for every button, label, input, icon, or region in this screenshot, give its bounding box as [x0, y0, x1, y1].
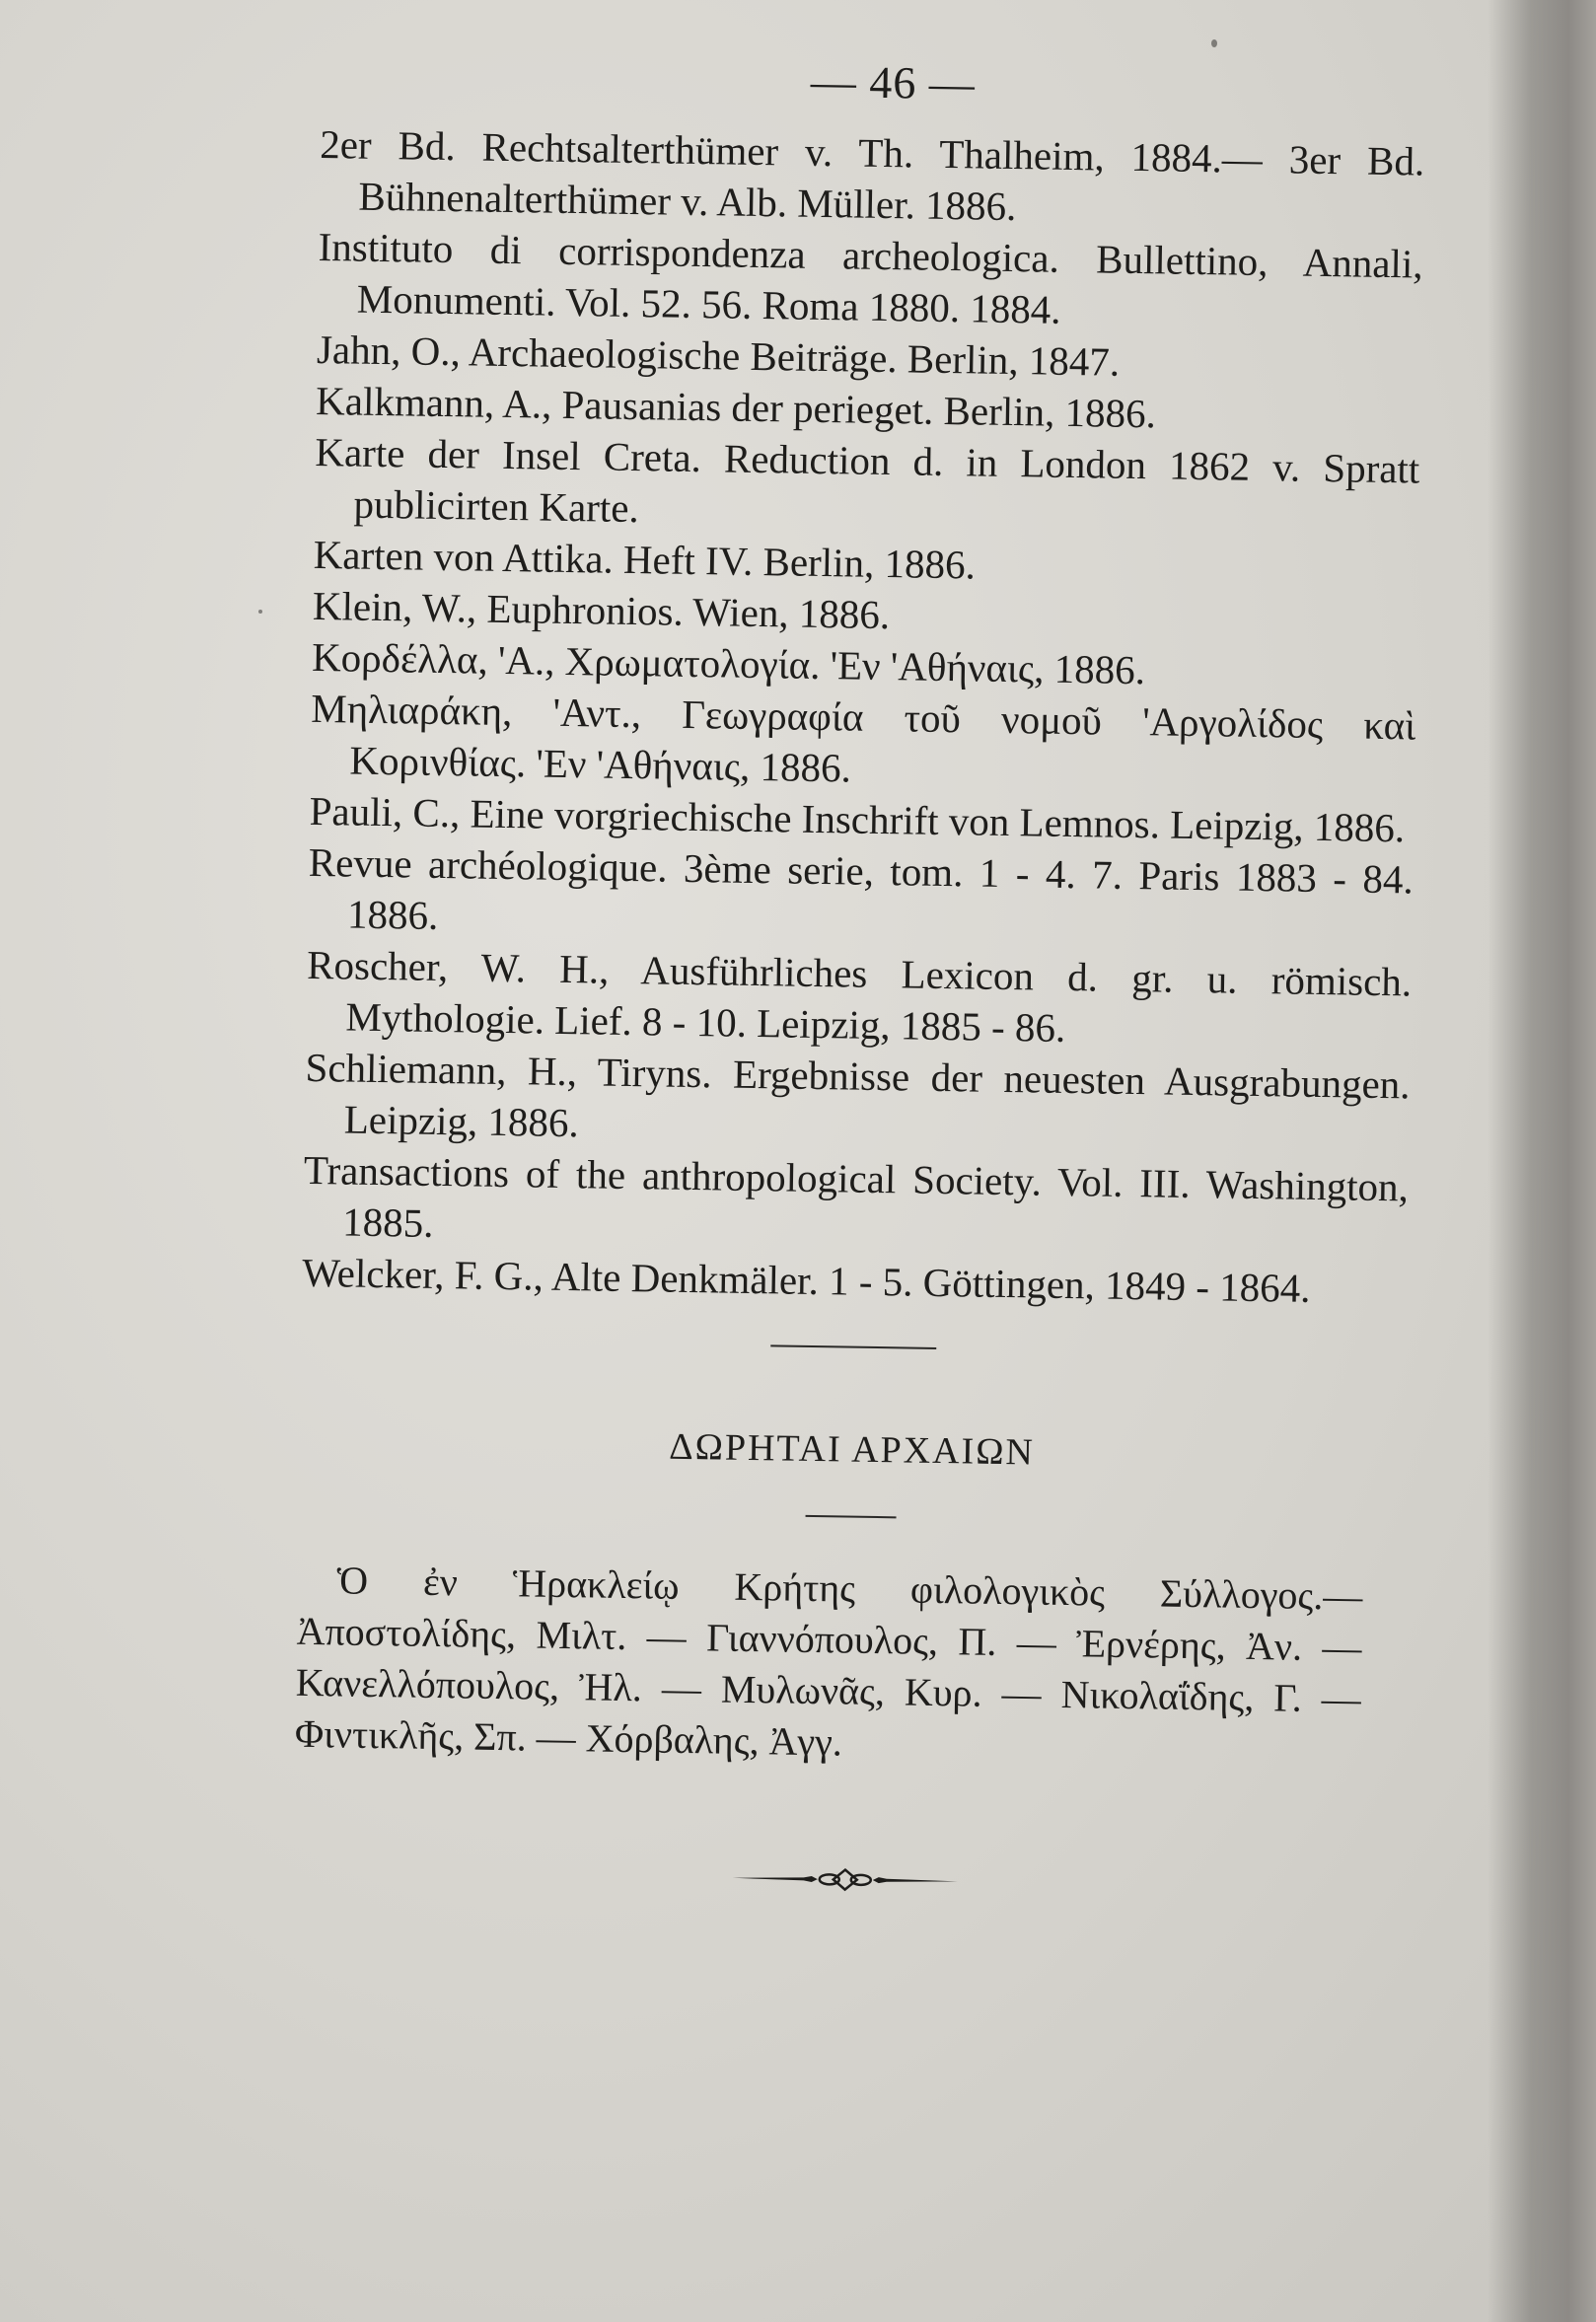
- ink-speck: [1211, 39, 1217, 47]
- page-number: — 46 —: [810, 55, 977, 109]
- bibliography-entry: Kalkmann, A., Pausanias der perieget. Berlin, 1886.: [315, 377, 1157, 437]
- bibliography-entry: Roscher, W. H., Ausführliches Lexicon d. gr. u. römisch. Mythologie. Lief. 8 - 10. Leipzig, 1885 - 86.: [306, 941, 1413, 1051]
- bibliography-entry: Instituto di corrispondenza archeologica. Bullettino, Annali, Monumenti. Vol. 52. 56. Roma 1880. 1884.: [318, 223, 1423, 332]
- bibliography-entry: Μηλιαράκη, 'Αντ., Γεωγραφία τοῦ νομοῦ 'Αργολίδος καὶ Κορινθίας. 'Εν 'Αθήναις, 1886.: [310, 685, 1416, 791]
- heading-underline: [806, 1515, 897, 1518]
- bibliography-entry: 2er Bd. Rechtsalterthümer v. Th. Thalheim, 1884.— 3er Bd. Bühnenalterthümer v. Alb. Müller. 1886.: [319, 120, 1425, 230]
- bibliography-entry: Schliemann, H., Tiryns. Ergebnisse der neuesten Ausgrabungen. Leipzig, 1886.: [305, 1044, 1411, 1146]
- bibliography-entry: Welcker, F. G., Alte Denkmäler. 1 - 5. Göttingen, 1849 - 1864.: [302, 1249, 1311, 1311]
- bibliography-entry: Revue archéologique. 3ème serie, tom. 1 - 4. 7. Paris 1883 - 84. 1886.: [308, 838, 1415, 938]
- ink-speck: [258, 610, 262, 614]
- bibliography-entry: Pauli, C., Eine vorgriechische Inschrift von Lemnos. Leipzig, 1886.: [309, 787, 1406, 851]
- section-heading: ΔΩΡΗΤΑΙ ΑΡΧΑΙΩΝ: [668, 1425, 1036, 1474]
- bibliography-entry: Jahn, O., Archaeologische Beiträge. Berlin, 1847.: [316, 326, 1121, 385]
- bibliography-entry: Karte der Insel Creta. Reduction d. in London 1862 v. Spratt publicirten Karte.: [315, 428, 1420, 532]
- bibliography-entry: Κορδέλλα, 'Α., Χρωματολογία. 'Εν 'Αθήναις, 1886.: [311, 633, 1146, 693]
- section-divider: [770, 1344, 936, 1349]
- bibliography-entry: Karten von Attika. Heft IV. Berlin, 1886.: [313, 531, 977, 588]
- bibliography-list: [302, 118, 1425, 1315]
- text-block: [293, 39, 1426, 1901]
- bibliography-entry: Klein, W., Euphronios. Wien, 1886.: [312, 582, 891, 638]
- binding-shadow: [1487, 0, 1596, 2322]
- end-ornament-icon: [729, 1865, 962, 1895]
- donors-paragraph: Ὁ ἐν Ἡρακλείῳ Κρήτης φιλολογικὸς Σύλλογος.— Ἀποστολίδης, Μιλτ. — Γιαννόπουλος, Π. — Ἐρνέρης, Ἀν. — Κανελλόπουλος, Ἠλ. — Μυλωνᾶς, Κυρ. — Νικολαΐδης, Γ. — Φιντικλῆς, Σπ. — Χόρβαλης, Ἀγγ.: [294, 1558, 1363, 1765]
- bibliography-entry: Transactions of the anthropological Society. Vol. III. Washington, 1885.: [303, 1146, 1410, 1246]
